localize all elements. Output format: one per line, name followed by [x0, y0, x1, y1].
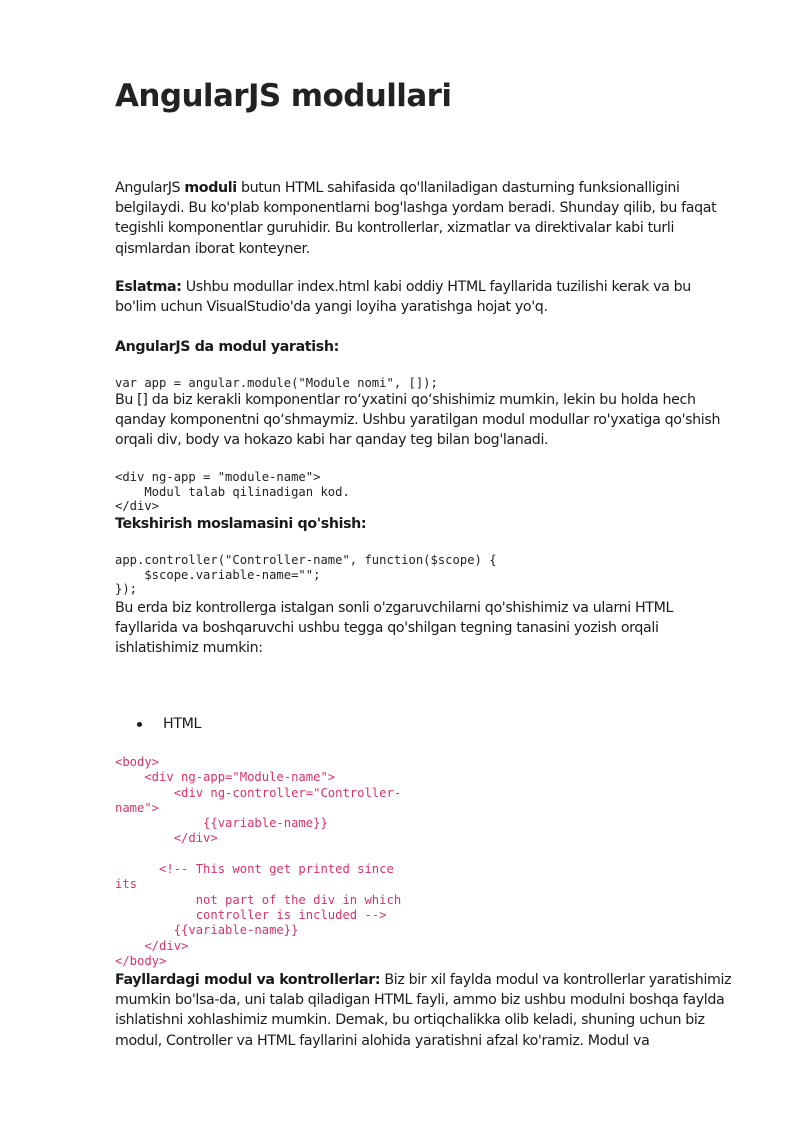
controller-line-2: fayllarida va boshqaruvchi ushbu tegga qo'shilgan tegning tanasini yozish orqali — [115, 620, 659, 637]
intro-paragraph — [115, 178, 745, 259]
bullet-list-item — [137, 716, 201, 732]
final-paragraph — [115, 970, 745, 1051]
controller-line-1: Bu erda biz kontrollerga istalgan sonli o'zgaruvchilarni qo'shishimiz va ularni HTML — [115, 600, 674, 616]
brackets-line-2: qanday komponentni qo‘shmaymiz. Ushbu yaratilgan modul modullar ro'yxatiga qo'shish — [115, 412, 721, 429]
bullet-dot-icon — [137, 722, 142, 727]
note-paragraph — [115, 277, 745, 317]
note-label: Eslatma: — [115, 279, 182, 295]
brackets-line-1: Bu [] da biz kerakli komponentlar ro‘yxatini qo‘shishimiz mumkin, lekin bu holda hech — [115, 392, 696, 408]
code-html-example: <body> <div ng-app="Module-name"> <div ng-controller="Controller- name"> {{variable-name}} </div> <!-- This wont get printed since its not part of the div in which controller is included --> {{variable-name}} </div> </body> — [115, 755, 402, 968]
code-module-create: var app = angular.module("Module nomi", []); — [115, 376, 438, 390]
controller-paragraph — [115, 598, 745, 659]
intro-line-4: qismlardan iborat konteyner. — [115, 240, 310, 257]
note-line-1: Ushbu modullar index.html kabi oddiy HTML fayllarida tuzilishi kerak va bu — [181, 279, 691, 295]
intro-lead: AngularJS — [115, 180, 185, 196]
heading-add-controller: Tekshirish moslamasini qo'shish: — [115, 516, 367, 532]
intro-line-1: butun HTML sahifasida qo'llaniladigan dasturning funksionalligini — [236, 180, 680, 196]
intro-bold-term: moduli — [184, 180, 237, 196]
brackets-paragraph — [115, 390, 745, 451]
bullet-label: HTML — [163, 716, 202, 732]
final-label: Fayllardagi modul va kontrollerlar: — [115, 972, 381, 988]
final-line-3: ishlatishni xohlashimiz mumkin. Demak, bu ortiqchalikka olib keladi, shuning uchun biz — [115, 1012, 705, 1029]
brackets-line-3: orqali div, body va hokazo kabi har qanday teg bilan bog'lanadi. — [115, 432, 549, 449]
final-line-4: modul, Controller va HTML fayllarini alohida yaratishni afzal ko'ramiz. Modul va — [115, 1032, 650, 1049]
note-line-2: bo'lim uchun VisualStudio'da yangi loyiha yaratishga hojat yo'q. — [115, 299, 548, 316]
code-div-block: <div ng-app = "module-name"> Modul talab qilinadigan kod. </div> — [115, 470, 350, 514]
final-line-1: Biz bir xil faylda modul va kontrollerlar yaratishimiz — [380, 972, 732, 988]
final-line-2: mumkin bo'lsa-da, uni talab qiladigan HTML fayli, ammo biz ushbu modulni boshqa faylda — [115, 992, 725, 1009]
code-controller: app.controller("Controller-name", function($scope) { $scope.variable-name=""; }); — [115, 553, 497, 597]
page-title: AngularJS modullari — [115, 78, 452, 114]
heading-create-module: AngularJS da modul yaratish: — [115, 339, 339, 355]
intro-line-2: belgilaydi. Bu ko'plab komponentlarni bog'lashga yordam beradi. Shunday qilib, bu faqat — [115, 200, 717, 217]
controller-line-3: ishlatishimiz mumkin: — [115, 640, 263, 657]
intro-line-3: tegishli komponentlar guruhidir. Bu kontrollerlar, xizmatlar va direktivalar kabi turli — [115, 220, 675, 237]
